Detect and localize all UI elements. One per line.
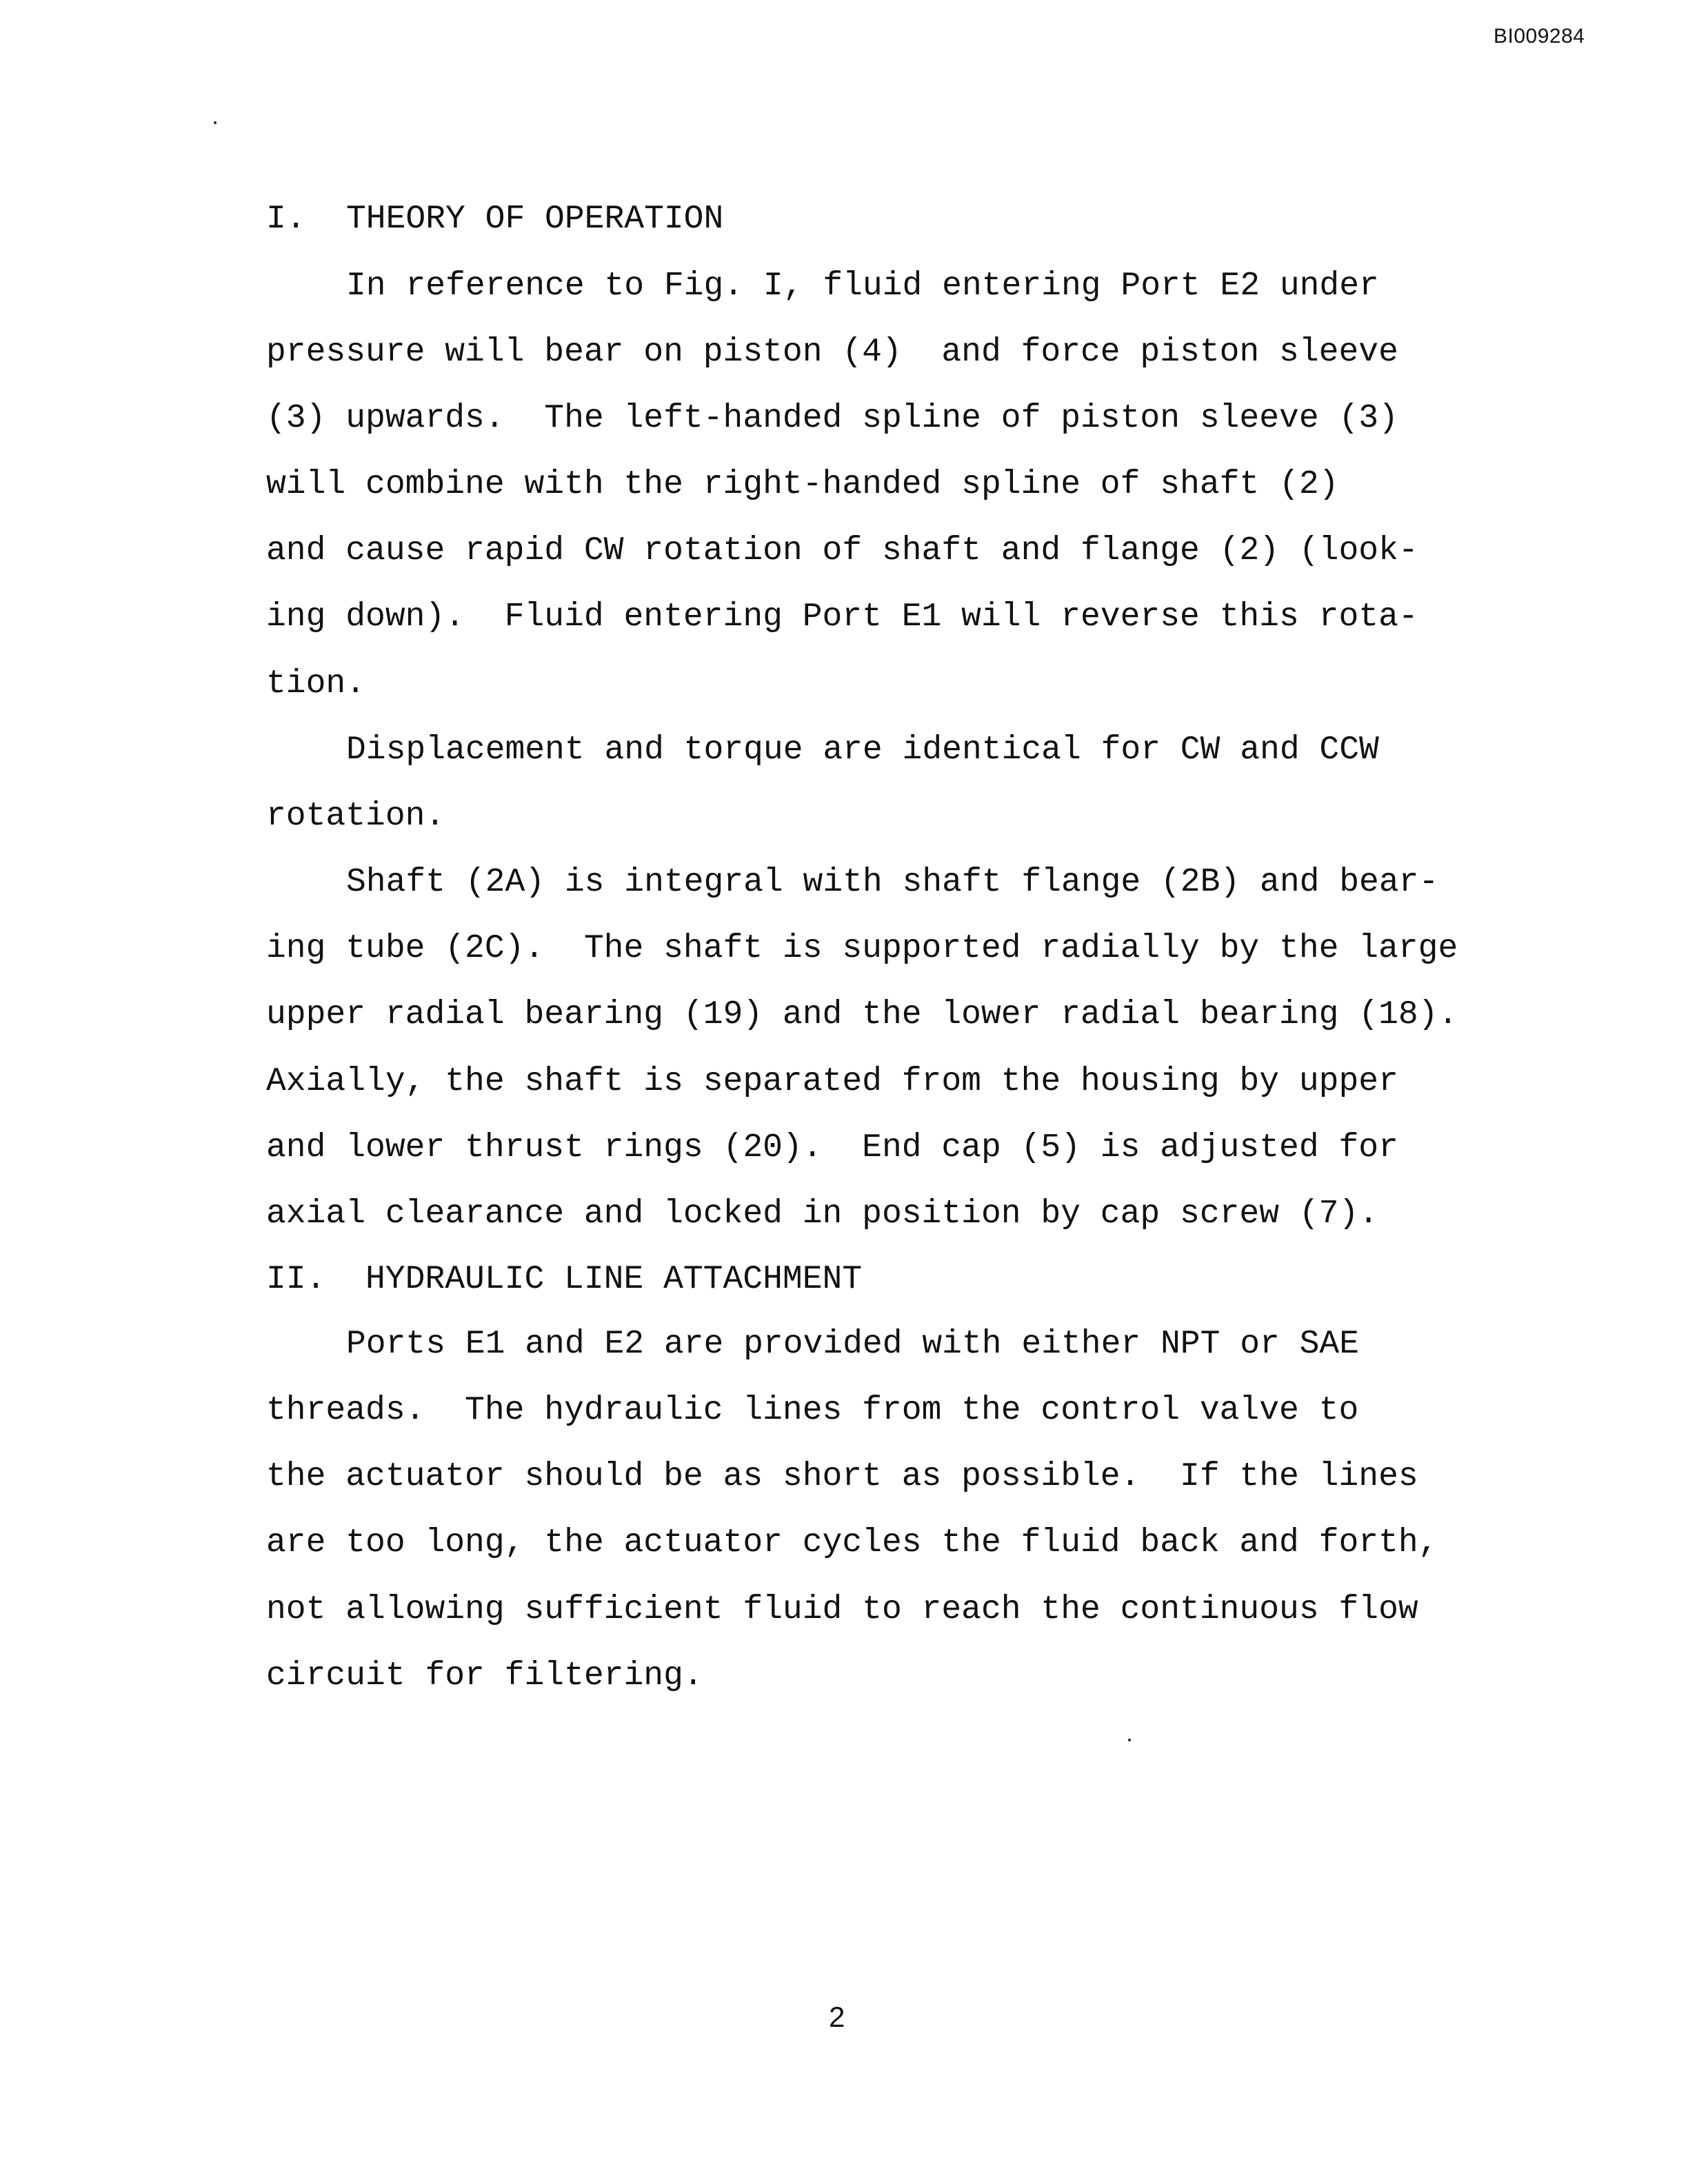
- text-line: pressure will bear on piston (4) and force piston sleeve: [266, 334, 1398, 371]
- text-line: rotation.: [266, 798, 445, 835]
- text-line: and cause rapid CW rotation of shaft and flange (2) (look-: [266, 532, 1418, 569]
- section-1-number: I.: [266, 201, 306, 238]
- text-line: will combine with the right-handed spline of shaft (2): [266, 466, 1339, 503]
- text-line: upper radial bearing (19) and the lower radial bearing (18).: [266, 996, 1458, 1033]
- text-line: are too long, the actuator cycles the fluid back and forth,: [266, 1524, 1438, 1561]
- section-2-number: II.: [266, 1261, 326, 1298]
- text-line: Shaft (2A) is integral with shaft flange (2B) and bear-: [346, 864, 1439, 901]
- text-line: Ports E1 and E2 are provided with either NPT or SAE: [346, 1326, 1360, 1363]
- scan-speck: [214, 121, 217, 124]
- text-line: threads. The hydraulic lines from the control valve to: [266, 1392, 1359, 1429]
- text-line: circuit for filtering.: [266, 1657, 703, 1695]
- scan-speck: [1128, 1739, 1131, 1741]
- text-line: In reference to Fig. I, fluid entering Port E2 under: [346, 267, 1379, 305]
- section-1-title: THEORY OF OPERATION: [346, 201, 724, 238]
- document-id: BI009284: [1494, 25, 1585, 48]
- text-line: Axially, the shaft is separated from the housing by upper: [266, 1063, 1398, 1100]
- text-line: and lower thrust rings (20). End cap (5) is adjusted for: [266, 1129, 1398, 1166]
- section-2-title: HYDRAULIC LINE ATTACHMENT: [365, 1261, 863, 1298]
- text-line: not allowing sufficient fluid to reach the continuous flow: [266, 1591, 1418, 1628]
- page-number: 2: [829, 2001, 845, 2033]
- text-line: tion.: [266, 665, 366, 702]
- text-line: the actuator should be as short as possible. If the lines: [266, 1458, 1418, 1495]
- text-line: axial clearance and locked in position by cap screw (7).: [266, 1195, 1379, 1233]
- text-line: ing tube (2C). The shaft is supported radially by the large: [266, 930, 1458, 967]
- text-line: ing down). Fluid entering Port E1 will reverse this rota-: [266, 598, 1418, 636]
- text-line: Displacement and torque are identical for CW and CCW: [346, 731, 1379, 769]
- text-line: (3) upwards. The left-handed spline of piston sleeve (3): [266, 400, 1398, 437]
